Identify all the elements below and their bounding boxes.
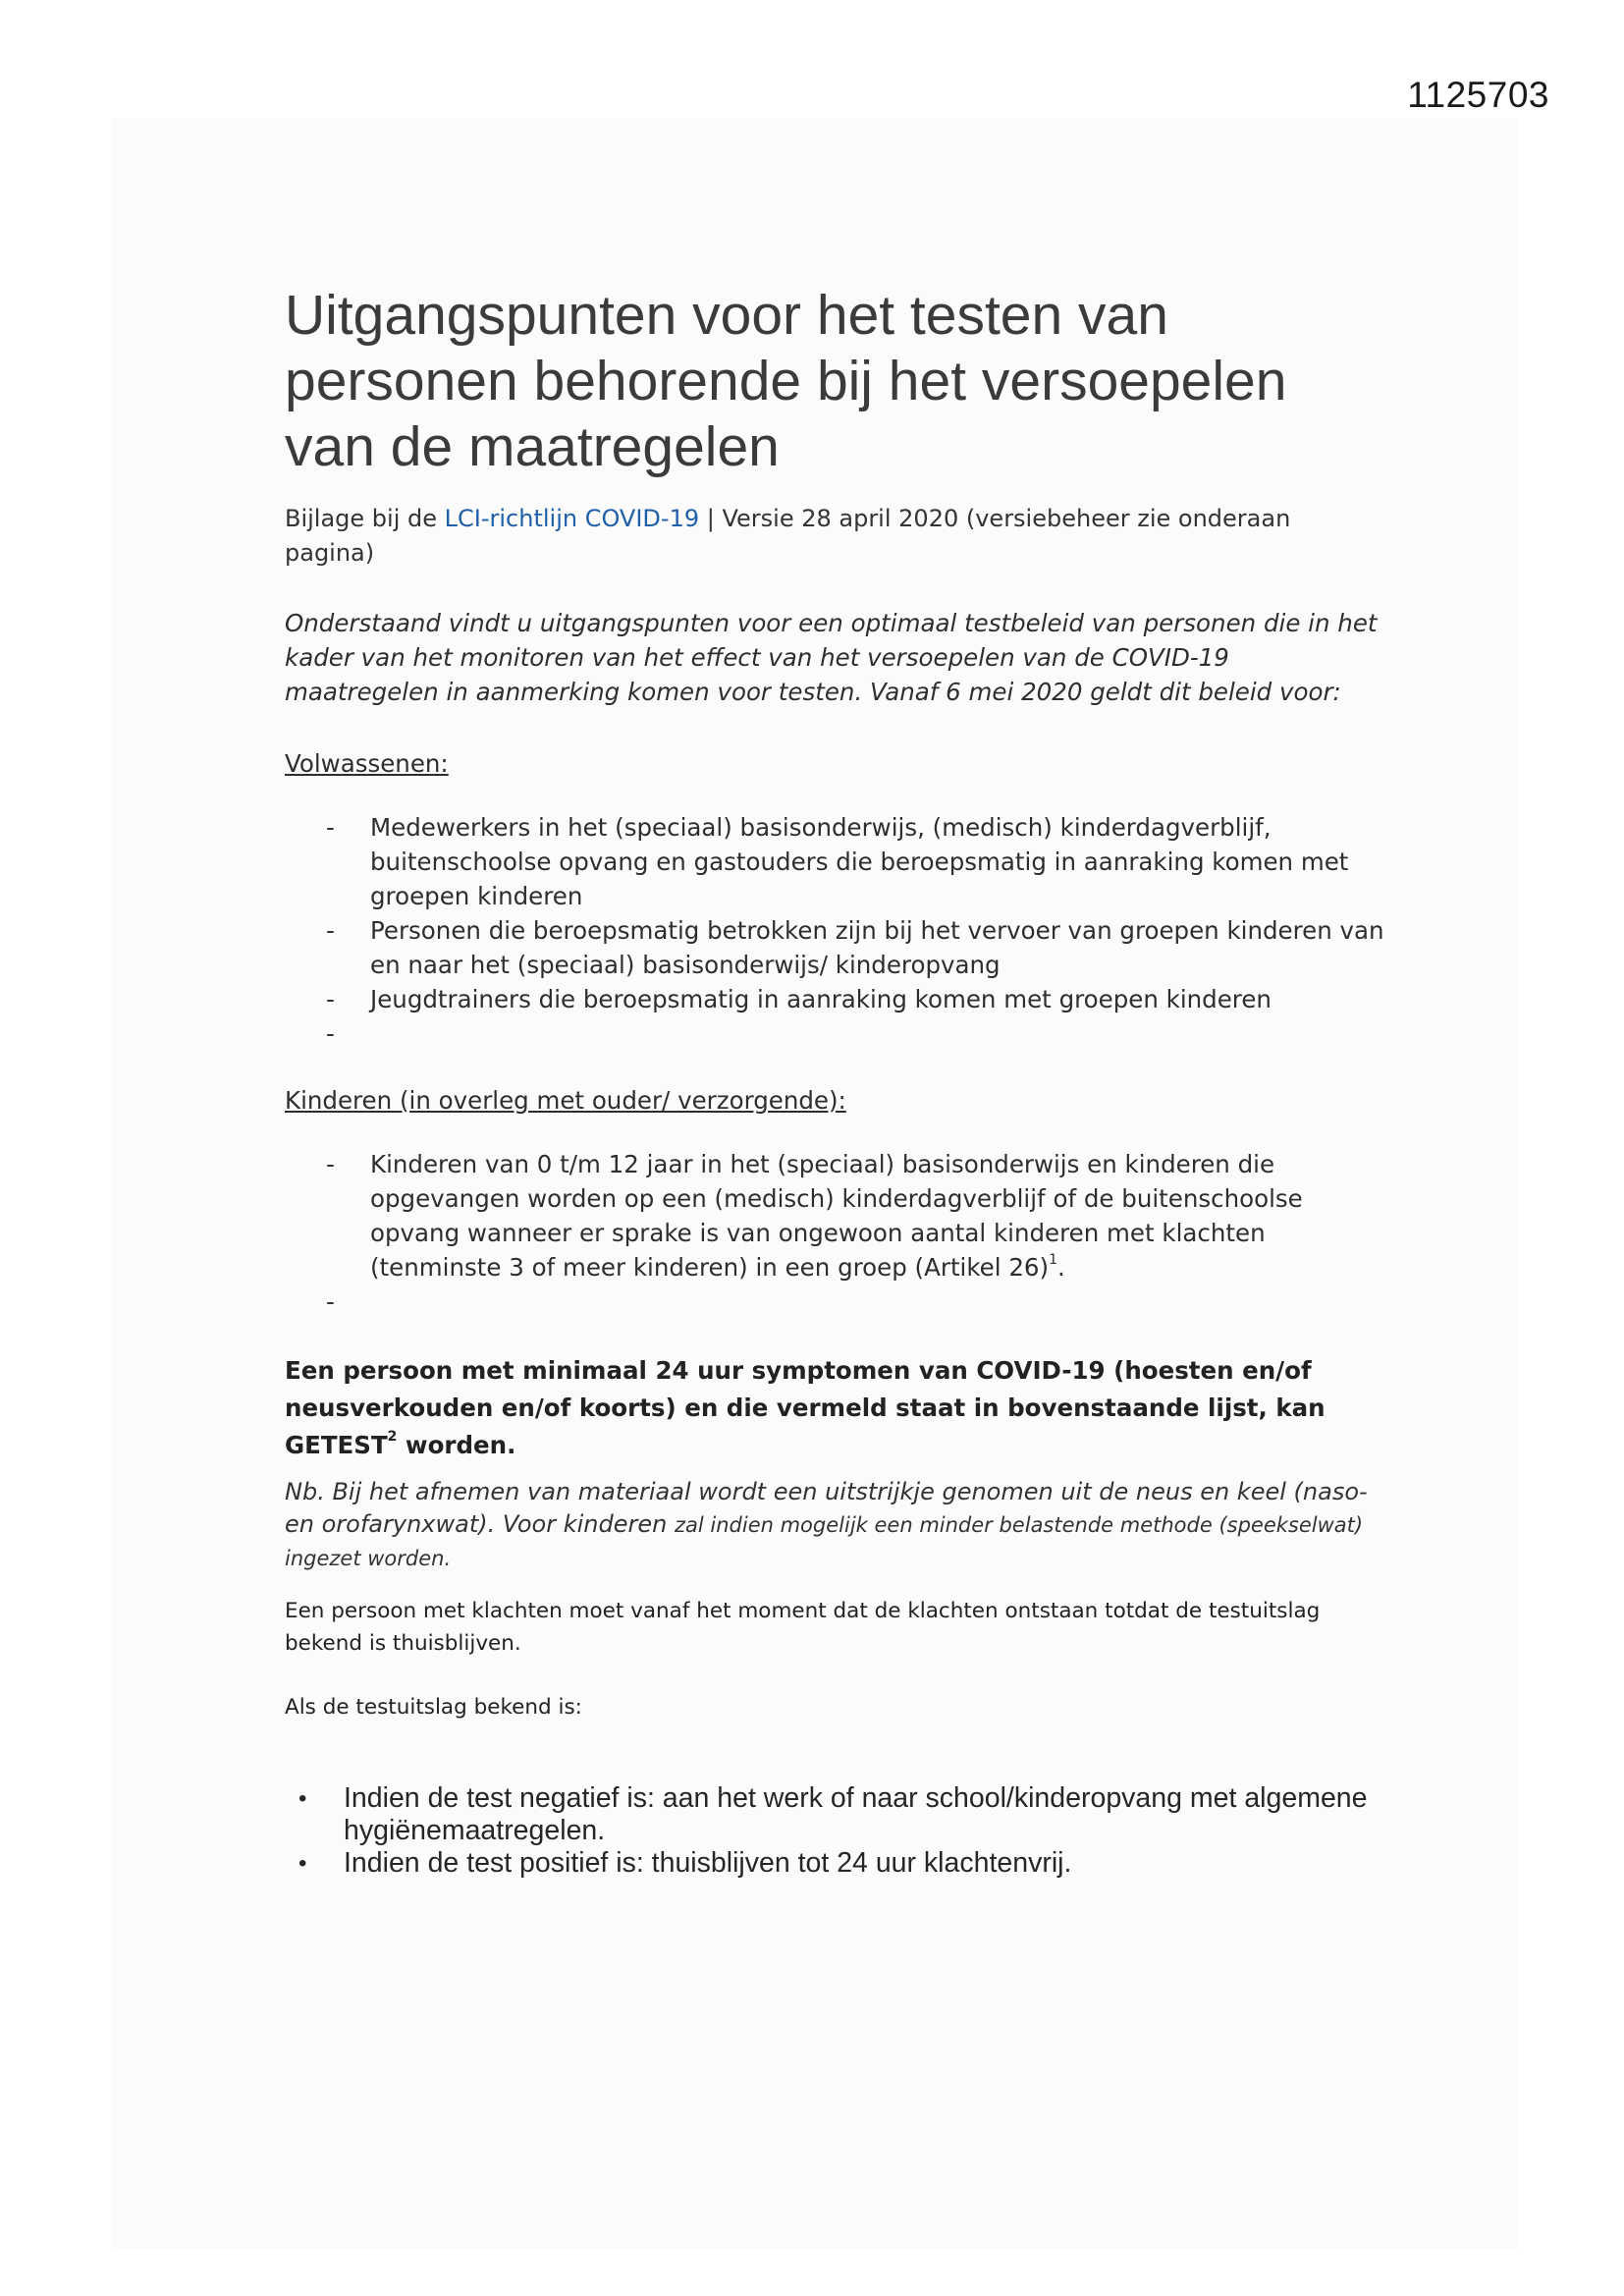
children-heading: Kinderen (in overleg met ouder/ verzorgende): <box>285 1086 846 1115</box>
dash-bullet: - <box>326 985 335 1013</box>
dash-bullet: - <box>326 1287 335 1316</box>
list-item <box>285 982 1384 1016</box>
list-item <box>285 810 1384 913</box>
list-item <box>285 1782 1384 1847</box>
criteria-text: Een persoon met minimaal 24 uur symptomen van COVID-19 (hoesten en/of neusverkouden en/of koorts) en die vermeld staat in bovenstaande lijst, kan GETEST <box>285 1356 1326 1459</box>
list-item-text: Jeugdtrainers die beroepsmatig in aanraking komen met groepen kinderen <box>370 985 1272 1013</box>
list-item <box>285 1847 1384 1880</box>
dash-bullet: - <box>326 1150 335 1178</box>
dash-bullet: - <box>326 813 335 842</box>
subtitle-prefix: Bijlage bij de <box>285 505 445 532</box>
dash-bullet: - <box>326 916 335 945</box>
bullet-dot: • <box>298 1850 307 1877</box>
footnote-marker: 2 <box>387 1429 398 1445</box>
list-item-text: Medewerkers in het (speciaal) basisonderwijs, (medisch) kinderdagverblijf, buitenschoolse opvang en gastouders die beroepsmatig in aanraking komen met groepen kinderen <box>370 813 1349 910</box>
list-item <box>285 1016 1384 1051</box>
adults-list <box>285 810 1384 1051</box>
note-text: Nb. Bij het afnemen van materiaal wordt een uitstrijkje genomen uit de neus en keel (naso-en orofarynxwat). Voor kinderen <box>285 1478 1368 1538</box>
list-item <box>285 1147 1384 1285</box>
document-content <box>285 283 1384 1895</box>
list-item-text: Personen die beroepsmatig betrokken zijn bij het vervoer van groepen kinderen van en naar het (speciaal) basisonderwijs/ kinderopvang <box>370 916 1384 979</box>
criteria-text-end: worden. <box>397 1431 516 1459</box>
dash-bullet: - <box>326 1019 335 1048</box>
result-intro: Als de testuitslag bekend is: <box>285 1695 582 1720</box>
complaints-paragraph: Een persoon met klachten moet vanaf het moment dat de klachten ontstaan totdat de testuitslag bekend is thuisblijven. <box>285 1599 1321 1656</box>
document-subtitle <box>285 502 1384 571</box>
adults-heading: Volwassenen: <box>285 749 449 778</box>
list-item-text: Kinderen van 0 t/m 12 jaar in het (speciaal) basisonderwijs en kinderen die opgevangen worden op een (medisch) kinderdagverblijf of de buitenschoolse opvang wanneer er sprake is van ongewoon aantal kinderen met klachten (tenminste 3 of meer kinderen) in een groep (Artikel 26) <box>370 1150 1303 1282</box>
intro-paragraph: Onderstaand vindt u uitgangspunten voor een optimaal testbeleid van personen die in het kader van het monitoren van het effect van het versoepelen van de COVID-19 maatregelen in aanmerking komen voor testen. Vanaf 6 mei 2020 geldt dit beleid voor: <box>285 609 1378 706</box>
children-list <box>285 1147 1384 1319</box>
list-item-end: . <box>1057 1253 1065 1282</box>
list-item <box>285 1285 1384 1319</box>
guideline-link[interactable]: LCI-richtlijn COVID-19 <box>444 505 700 532</box>
bullet-dot: • <box>298 1785 307 1812</box>
document-title: Uitgangspunten voor het testen van personen behorende bij het versoepelen van de maatregelen <box>285 284 1287 478</box>
subtitle-suffix: | Versie 28 april 2020 (versiebeheer zie onderaan pagina) <box>285 505 1291 567</box>
criteria-paragraph <box>285 1352 1384 1464</box>
list-item-text: Indien de test positief is: thuisblijven tot 24 uur klachtenvrij. <box>344 1847 1072 1879</box>
note-paragraph <box>285 1476 1384 1575</box>
list-item-text: Indien de test negatief is: aan het werk of naar school/kinderopvang met algemene hygiënemaatregelen. <box>344 1782 1368 1846</box>
list-item <box>285 913 1384 982</box>
footnote-marker: 1 <box>1049 1252 1057 1268</box>
document-id: 1125703 <box>1407 75 1549 115</box>
note-text-small: zal indien mogelijk een minder belastende methode (speekselwat) ingezet worden. <box>285 1513 1364 1570</box>
results-list <box>285 1782 1384 1880</box>
